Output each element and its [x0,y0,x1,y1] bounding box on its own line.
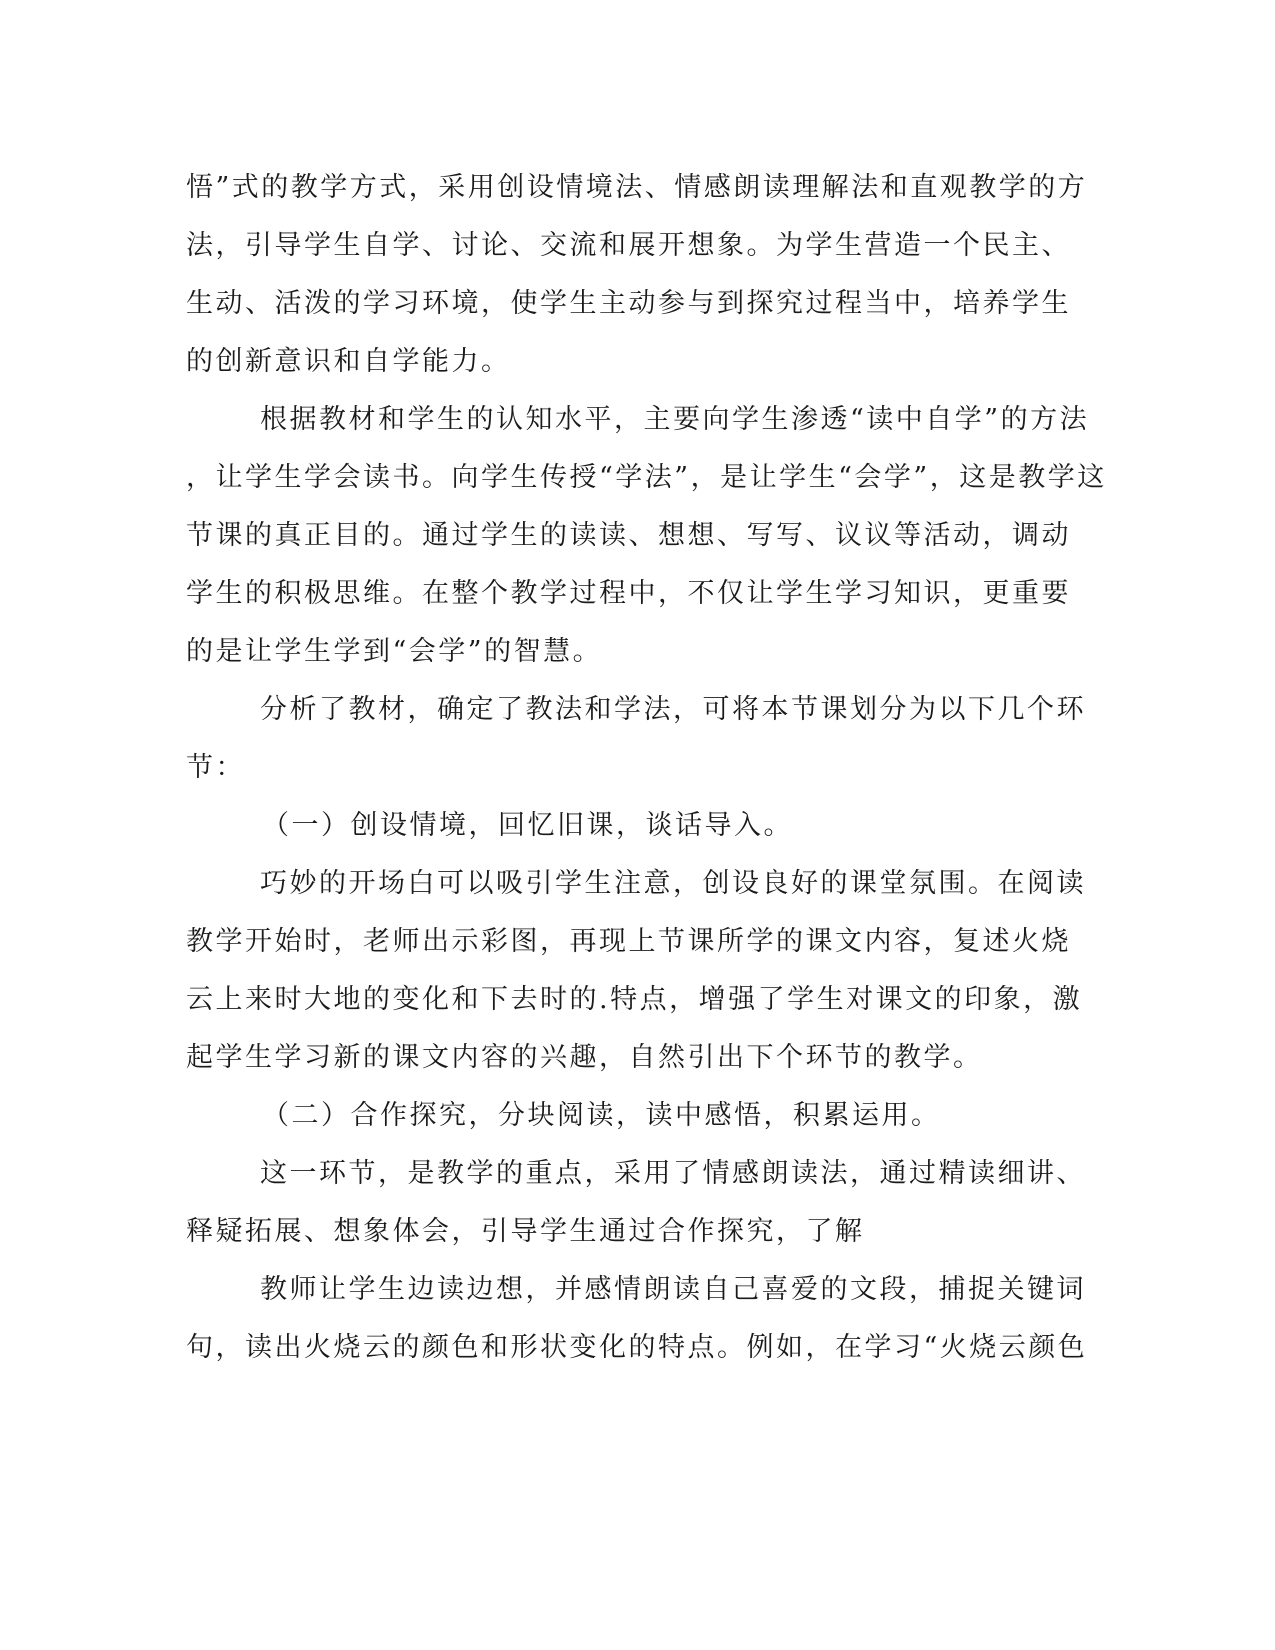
body-text-line: 法，引导学生自学、讨论、交流和展开想象。为学生营造一个民主、 [186,230,1071,261]
paragraph-first-line: 这一环节，是教学的重点，采用了情感朗读法，通过精读细讲、 [260,1158,1086,1189]
paragraph-first-line: 巧妙的开场白可以吸引学生注意，创设良好的课堂氛围。在阅读 [260,868,1086,899]
body-text-line: 节课的真正目的。通过学生的读读、想想、写写、议议等活动，调动 [186,520,1071,551]
body-text-line: 起学生学习新的课文内容的兴趣，自然引出下个环节的教学。 [186,1042,983,1073]
body-text-line: 悟”式的教学方式，采用创设情境法、情感朗读理解法和直观教学的方 [186,172,1088,203]
body-text-line: ，让学生学会读书。向学生传授“学法”，是让学生“会学”，这是教学这 [186,462,1107,493]
body-text-line: 生动、活泼的学习环境，使学生主动参与到探究过程当中，培养学生 [186,288,1071,319]
paragraph-first-line: 分析了教材，确定了教法和学法，可将本节课划分为以下几个环 [260,694,1086,725]
body-text-line: 的是让学生学到“会学”的智慧。 [186,636,603,667]
body-text-line: 句，读出火烧云的颜色和形状变化的特点。例如，在学习“火烧云颜色 [186,1332,1088,1363]
body-text-line: 教学开始时，老师出示彩图，再现上节课所学的课文内容，复述火烧 [186,926,1071,957]
body-text-line: 节： [186,752,245,783]
body-text-line: 释疑拓展、想象体会，引导学生通过合作探究，了解 [186,1216,865,1247]
body-text-line: 的创新意识和自学能力。 [186,346,511,377]
section-heading: （一）创设情境，回忆旧课，谈话导入。 [262,810,793,841]
body-text-line: 云上来时大地的变化和下去时的.特点，增强了学生对课文的印象，激 [186,984,1083,1015]
section-heading: （二）合作探究，分块阅读，读中感悟，积累运用。 [262,1100,941,1131]
paragraph-first-line: 根据教材和学生的认知水平，主要向学生渗透“读中自学”的方法 [260,404,1090,435]
body-text-line: 学生的积极思维。在整个教学过程中，不仅让学生学习知识，更重要 [186,578,1071,609]
paragraph-first-line: 教师让学生边读边想，并感情朗读自己喜爱的文段，捕捉关键词 [260,1274,1086,1305]
